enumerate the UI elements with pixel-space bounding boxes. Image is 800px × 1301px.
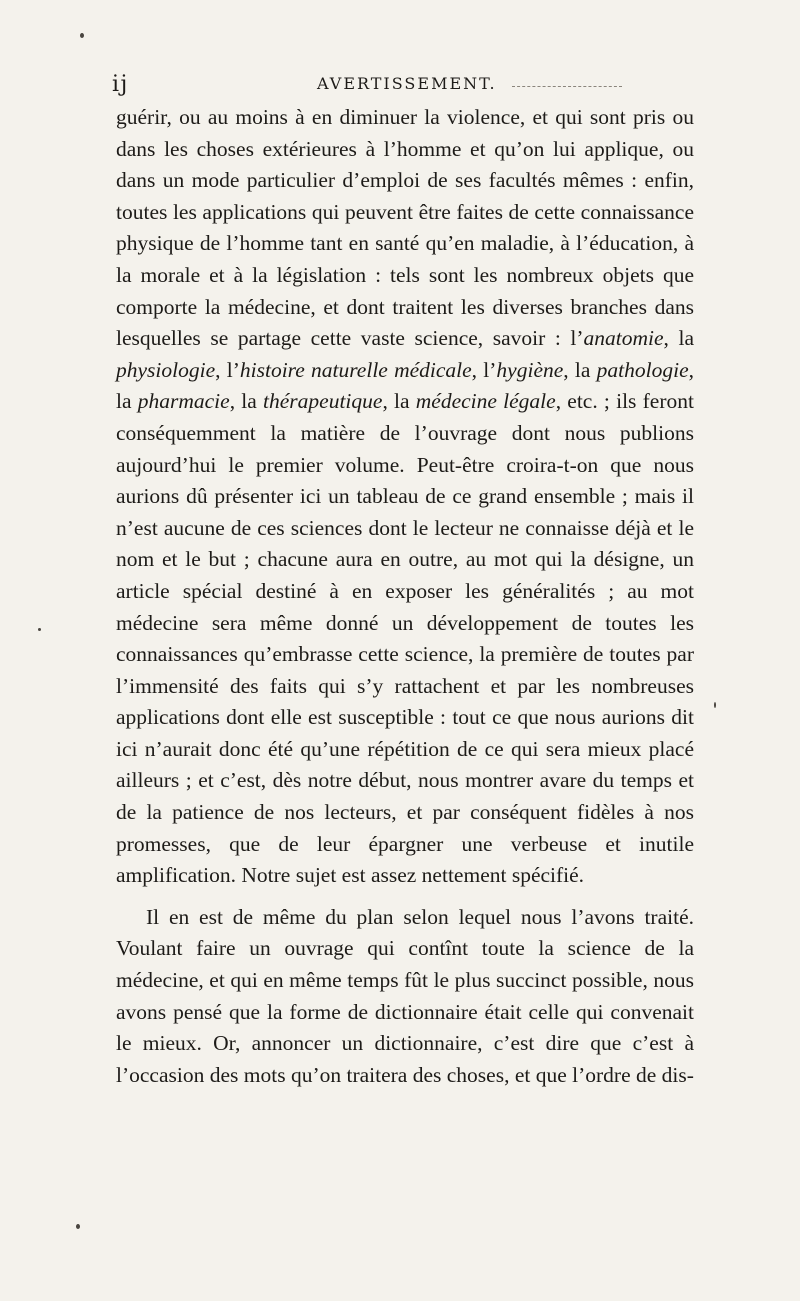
ink-speck: [38, 628, 41, 631]
italic-term: thérapeutique: [263, 389, 383, 414]
ink-speck: [80, 33, 84, 38]
text-run: , la: [663, 326, 694, 351]
text-run: , l’: [471, 357, 497, 382]
text-run: guérir, ou au moins à en diminuer la violence, et qui sont pris ou dans les choses extérieures à l’homme et qu’on lui applique, ou dans un mode particulier d’emploi de ses facultés mêmes : enfin, toutes les applications qui peuvent être faites de cette connaissance physique de l’homme tant en santé qu’en maladie, à l’éducation, à la morale et à la législation : tels sont les nombreux objets que comporte la médecine, et dont traitent les diverses branches dans lesquelles se partage cette vaste science, savoir : l’: [116, 105, 694, 351]
text-run: , la: [382, 389, 416, 414]
text-run: , etc. ; ils feront conséquemment la matière de l’ouvrage dont nous publions aujourd’hui le premier volume. Peut-être croira-t-on que nous aurions dû présenter ici un tableau de ce grand ensemble ; mais il n’est aucune de ces sciences dont le lecteur ne connaisse déjà et le nom et le but ; chacune aura en outre, au mot qui la désigne, un article spécial destiné à en exposer les généralités ; au mot médecine sera même donné un développement de toutes les connaissances qu’embrasse cette science, la première de toutes par l’immensité des faits qui s’y rattachent et par les nombreuses applications dont elle est susceptible : tout ce que nous aurions dit ici n’aurait donc été qu’une répétition de ce qui sera mieux placé ailleurs ; et c’est, dès notre début, nous montrer avare du temps et de la patience de nos lecteurs, et par conséquent fidèles à nos promesses, que de leur épargner une verbeuse et inutile amplification. Notre sujet est assez nettement spécifié.: [116, 389, 694, 888]
text-run: , la: [563, 357, 597, 382]
italic-term: physiologie: [116, 357, 216, 382]
italic-term: anatomie: [583, 326, 664, 351]
italic-term: pharmacie: [137, 389, 230, 414]
italic-term: pathologie: [596, 357, 689, 382]
text-run: Il en est de même du plan selon lequel nous l’avons traité. Voulant faire un ouvrage qui contînt toute la science de la médecine, et qui en même temps fût le plus succinct possible, nous avons pensé que la forme de dictionnaire était celle qui convenait le mieux. Or, annoncer un dictionnaire, c’est dire que c’est à l’occasion des mots qu’on traitera des choses, et que l’ordre de dis-: [116, 904, 694, 1087]
text-run: , la: [116, 357, 694, 414]
paragraph: [116, 102, 694, 892]
text-run: , la: [229, 389, 264, 414]
text-run: , l’: [215, 357, 240, 382]
ink-speck: [714, 702, 716, 708]
paragraph: [116, 902, 694, 1092]
italic-term: médecine légale: [415, 389, 556, 414]
italic-term: hygiène: [496, 357, 564, 382]
italic-term: histoire naturelle médicale: [239, 357, 472, 382]
running-head: AVERTISSEMENT.: [317, 74, 497, 93]
page-header: [112, 68, 702, 98]
header-dash-rule: [512, 86, 622, 87]
body-text: [116, 102, 694, 1091]
page-number: ij: [112, 72, 129, 97]
ink-speck: [76, 1224, 80, 1229]
